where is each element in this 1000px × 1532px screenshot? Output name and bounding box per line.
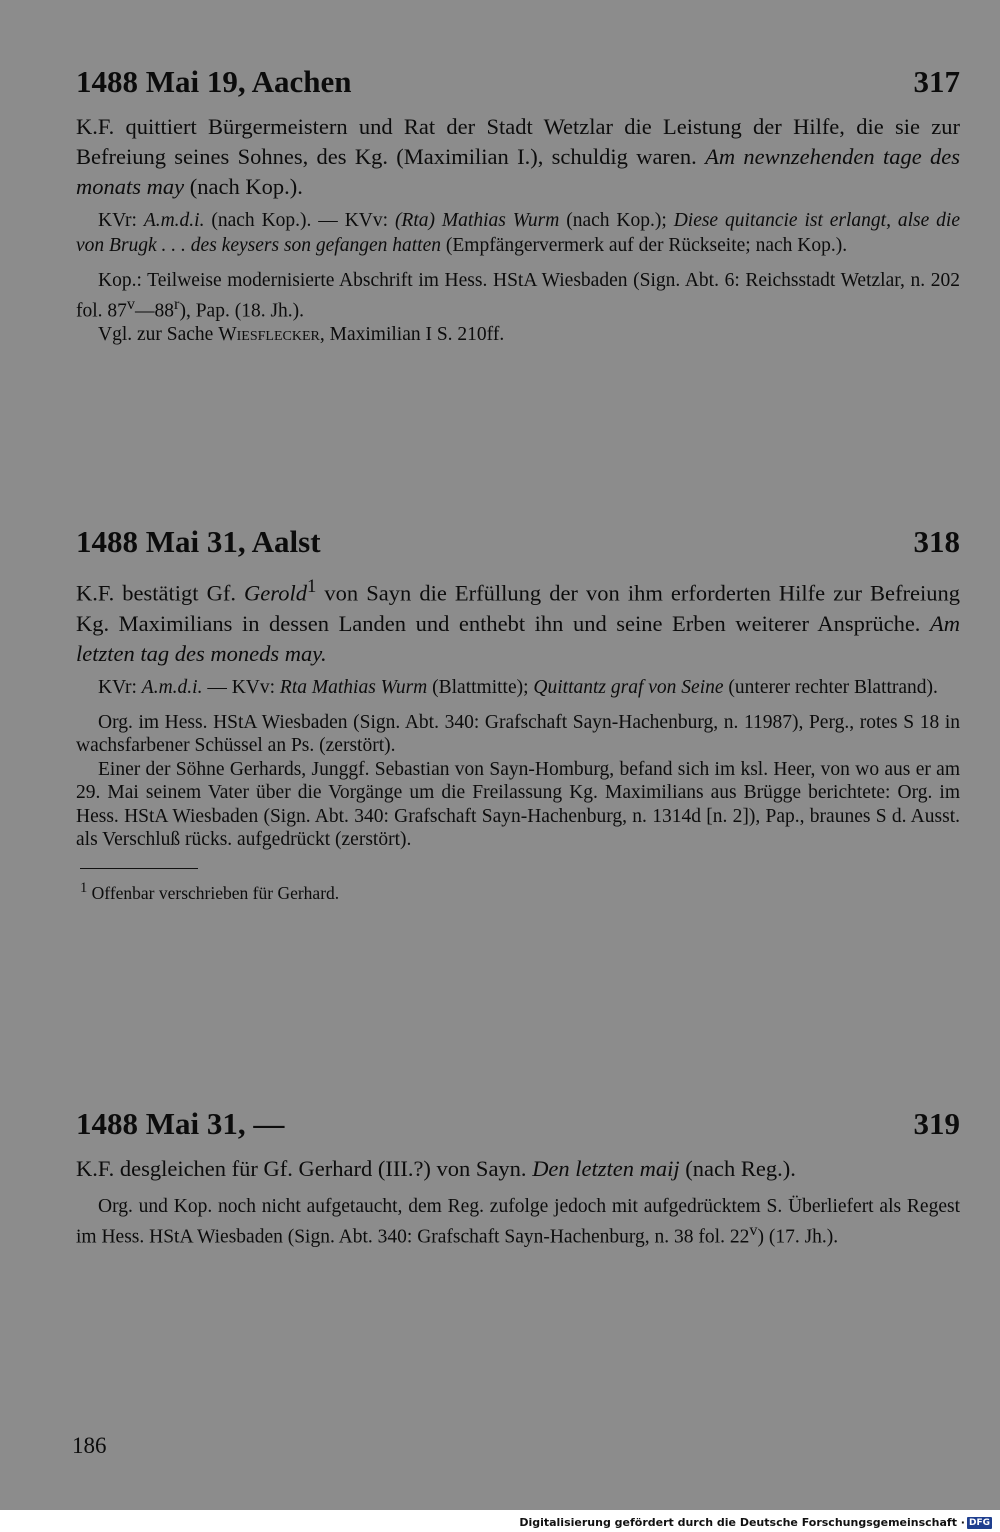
entry-heading: 1488 Mai 31, — xyxy=(76,1106,285,1141)
text-run: Wiesflecker xyxy=(218,323,320,345)
italic-text: (Rta) Mathias Wurm xyxy=(394,210,560,231)
credit-text: Digitalisierung gefördert durch die Deutsche Forschungsgemeinschaft · xyxy=(519,1516,965,1529)
superscript: v xyxy=(749,1220,758,1239)
text-run: (Blattmitte); xyxy=(427,676,534,698)
regest-text xyxy=(76,1154,960,1184)
source-note xyxy=(76,323,960,347)
source-notes xyxy=(76,1195,960,1249)
italic-text: A.m.d.i. xyxy=(141,676,203,698)
text-run: (nach Kop.). xyxy=(184,174,303,199)
text-run: KVr: xyxy=(98,676,142,698)
page-number: 186 xyxy=(72,1433,107,1458)
text-run: K.F. bestätigt Gf. xyxy=(76,580,245,606)
text-run: Einer der Söhne Gerhards, Junggf. Sebastian von Sayn-Homburg, befand sich im ksl. Heer, von wo aus er am 29. Mai seinem Vater über die Vorgänge um die Freilassung Kg. Maximilians aus Brügge berichtete: Org. im Hess. HStA Wiesbaden (Sign. Abt. 340: Grafschaft Sayn-Hachenburg, n. 1314d [n. 2]), Pap., braunes S d. Ausst. als Verschluß rücks. aufgedrückt (zerstört). xyxy=(76,758,960,850)
entry-heading: 1488 Mai 19, Aachen xyxy=(76,64,352,99)
digitization-credit xyxy=(519,1516,992,1530)
text-run: Vgl. zur Sache xyxy=(98,323,219,345)
text-run: (unterer rechter Blattrand). xyxy=(723,676,938,698)
chancery-notes xyxy=(76,208,960,258)
source-note xyxy=(76,1195,960,1249)
source-notes xyxy=(76,269,960,346)
text-run: —88 xyxy=(135,300,175,321)
text-run: (nach Kop.). — KVv: xyxy=(204,210,395,231)
italic-text: Rta Mathias Wurm xyxy=(279,676,428,698)
text-run: (nach Kop.); xyxy=(559,210,674,231)
text-run: ) (17. Jh.). xyxy=(757,1226,839,1247)
footnote-divider xyxy=(80,868,198,869)
footnote xyxy=(76,877,960,904)
entry-318 xyxy=(76,524,960,903)
footnote-mark: 1 xyxy=(80,879,88,896)
italic-text: Den letzten maij xyxy=(532,1156,680,1181)
text-run: (Empfängervermerk auf der Rückseite; nach Kop.). xyxy=(441,235,848,256)
entry-317 xyxy=(76,64,960,346)
dfg-logo-icon: DFG xyxy=(968,1518,990,1528)
entry-number: 317 xyxy=(913,64,960,99)
source-note xyxy=(76,269,960,323)
text-run: K.F. quittiert Bürgermeistern und Rat der Stadt Wetzlar die Leistung der Hilfe, die sie zur Befreiung seines Sohnes, des Kg. (Maximilian I.), schuldig waren. xyxy=(76,114,960,169)
entry-header xyxy=(76,524,960,564)
text-run: K.F. desgleichen für Gf. Gerhard (III.?) von Sayn. xyxy=(76,1156,533,1181)
italic-text: Gerold xyxy=(244,580,307,606)
entry-319 xyxy=(76,1106,960,1249)
footnote-text: Offenbar verschrieben für Gerhard. xyxy=(87,882,340,903)
entry-number: 318 xyxy=(913,524,960,559)
chancery-notes xyxy=(76,675,960,700)
source-note xyxy=(76,711,960,758)
italic-text: A.m.d.i. xyxy=(143,210,205,231)
regest-text xyxy=(76,112,960,202)
italic-text: Am letzten tag des moneds may. xyxy=(76,610,960,666)
entry-header xyxy=(76,1106,960,1146)
text-run: KVr: xyxy=(98,210,144,231)
text-run: , Maximilian I S. 210ff. xyxy=(319,323,505,345)
entry-header xyxy=(76,64,960,104)
entry-heading: 1488 Mai 31, Aalst xyxy=(76,524,321,559)
text-run: Kop.: Teilweise modernisierte Abschrift im Hess. HStA Wiesbaden (Sign. Abt. 6: Reichsstadt Wetzlar, n. 202 fol. 87 xyxy=(76,270,960,321)
text-run: Org. im Hess. HStA Wiesbaden (Sign. Abt. 340: Grafschaft Sayn-Hachenburg, n. 11987), Perg., rotes S 18 in wachsfarbener Schüssel an Ps. (zerstört). xyxy=(76,711,960,756)
text-run: Org. und Kop. noch nicht aufgetaucht, dem Reg. zufolge jedoch mit aufgedrücktem S. Überliefert als Regest im Hess. HStA Wiesbaden (Sign. Abt. 340: Grafschaft Sayn-Hachenburg, n. 38 fol. 22 xyxy=(76,1196,960,1247)
source-note xyxy=(76,758,960,852)
text-run: ), Pap. (18. Jh.). xyxy=(179,300,305,321)
italic-text: Am newnzehenden tage des monats may xyxy=(76,144,960,199)
superscript: 1 xyxy=(306,576,317,597)
superscript: v xyxy=(126,294,136,313)
regest-text xyxy=(76,572,960,669)
text-run: von Sayn die Erfüllung der von ihm erforderten Hilfe zur Befreiung Kg. Maximilians in dessen Landen und enthebt ihn und seine Erben weiterer Ansprüche. xyxy=(76,580,961,636)
text-run: (nach Reg.). xyxy=(679,1156,796,1181)
italic-text: Diese quitancie ist erlangt, alse die von Brugk . . . des keysers son gefangen hatten xyxy=(76,210,960,256)
superscript: r xyxy=(174,294,180,313)
source-notes xyxy=(76,711,960,852)
italic-text: Quittantz graf von Seine xyxy=(533,676,724,698)
entry-number: 319 xyxy=(913,1106,960,1141)
text-run: — KVv: xyxy=(202,676,280,698)
